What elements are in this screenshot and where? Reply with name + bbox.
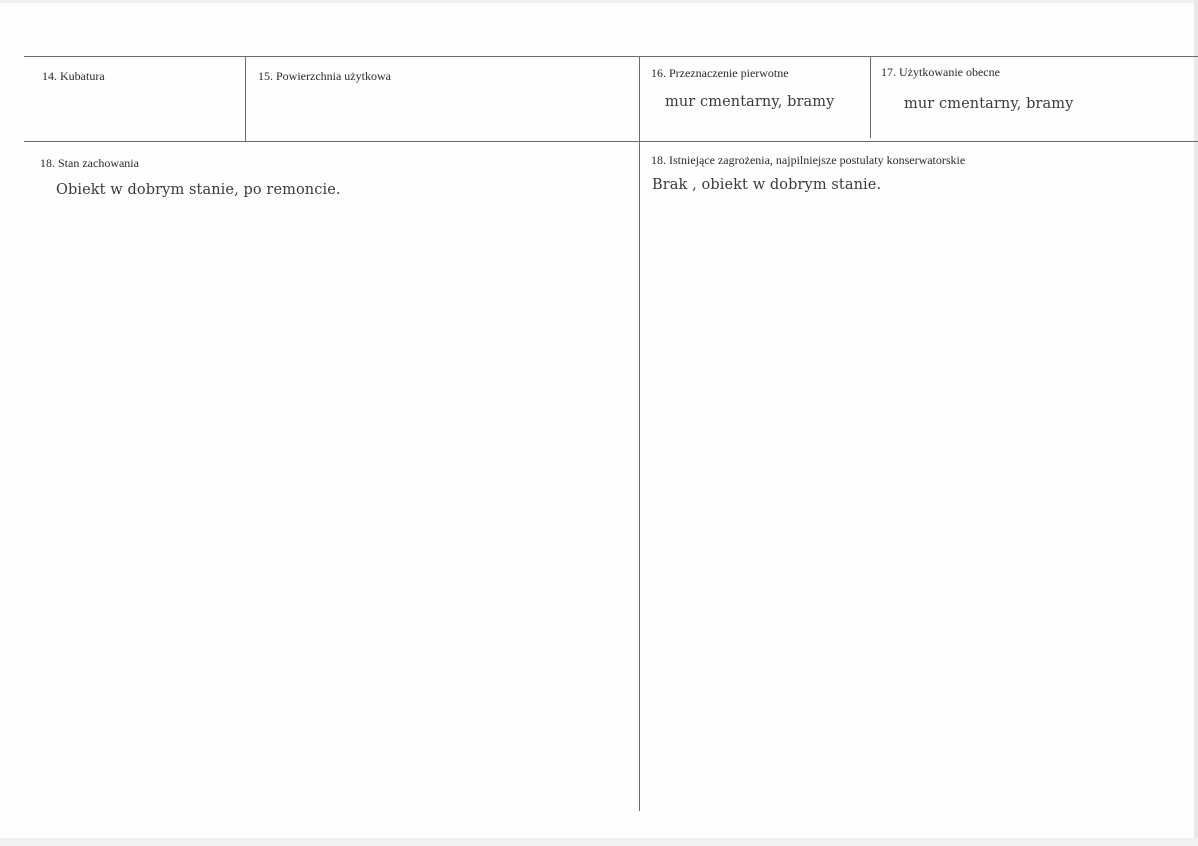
zagrozenia-label: 18. Istniejące zagrożenia, najpilniejsze postulaty konserwatorskie <box>651 153 966 167</box>
column-divider-center <box>639 56 640 811</box>
table-top-border <box>24 56 1198 57</box>
powierzchnia-label: 15. Powierzchnia użytkowa <box>258 69 391 83</box>
scan-edge-right <box>1194 0 1198 846</box>
column-divider-1 <box>245 56 246 141</box>
stan-zachowania-label: 18. Stan zachowania <box>40 156 139 170</box>
zagrozenia-value: Brak , obiekt w dobrym stanie. <box>652 177 882 193</box>
row-divider <box>24 141 1198 142</box>
uzytkowanie-label: 17. Użytkowanie obecne <box>881 65 1000 79</box>
scan-edge-top <box>0 0 1198 3</box>
stan-zachowania-value: Obiekt w dobrym stanie, po remoncie. <box>56 182 341 198</box>
kubatura-label: 14. Kubatura <box>42 69 105 83</box>
scan-edge-bottom <box>0 838 1198 846</box>
uzytkowanie-value: mur cmentarny, bramy <box>904 96 1074 112</box>
przeznaczenie-value: mur cmentarny, bramy <box>665 94 835 110</box>
column-divider-3 <box>870 56 871 138</box>
przeznaczenie-label: 16. Przeznaczenie pierwotne <box>651 66 789 80</box>
